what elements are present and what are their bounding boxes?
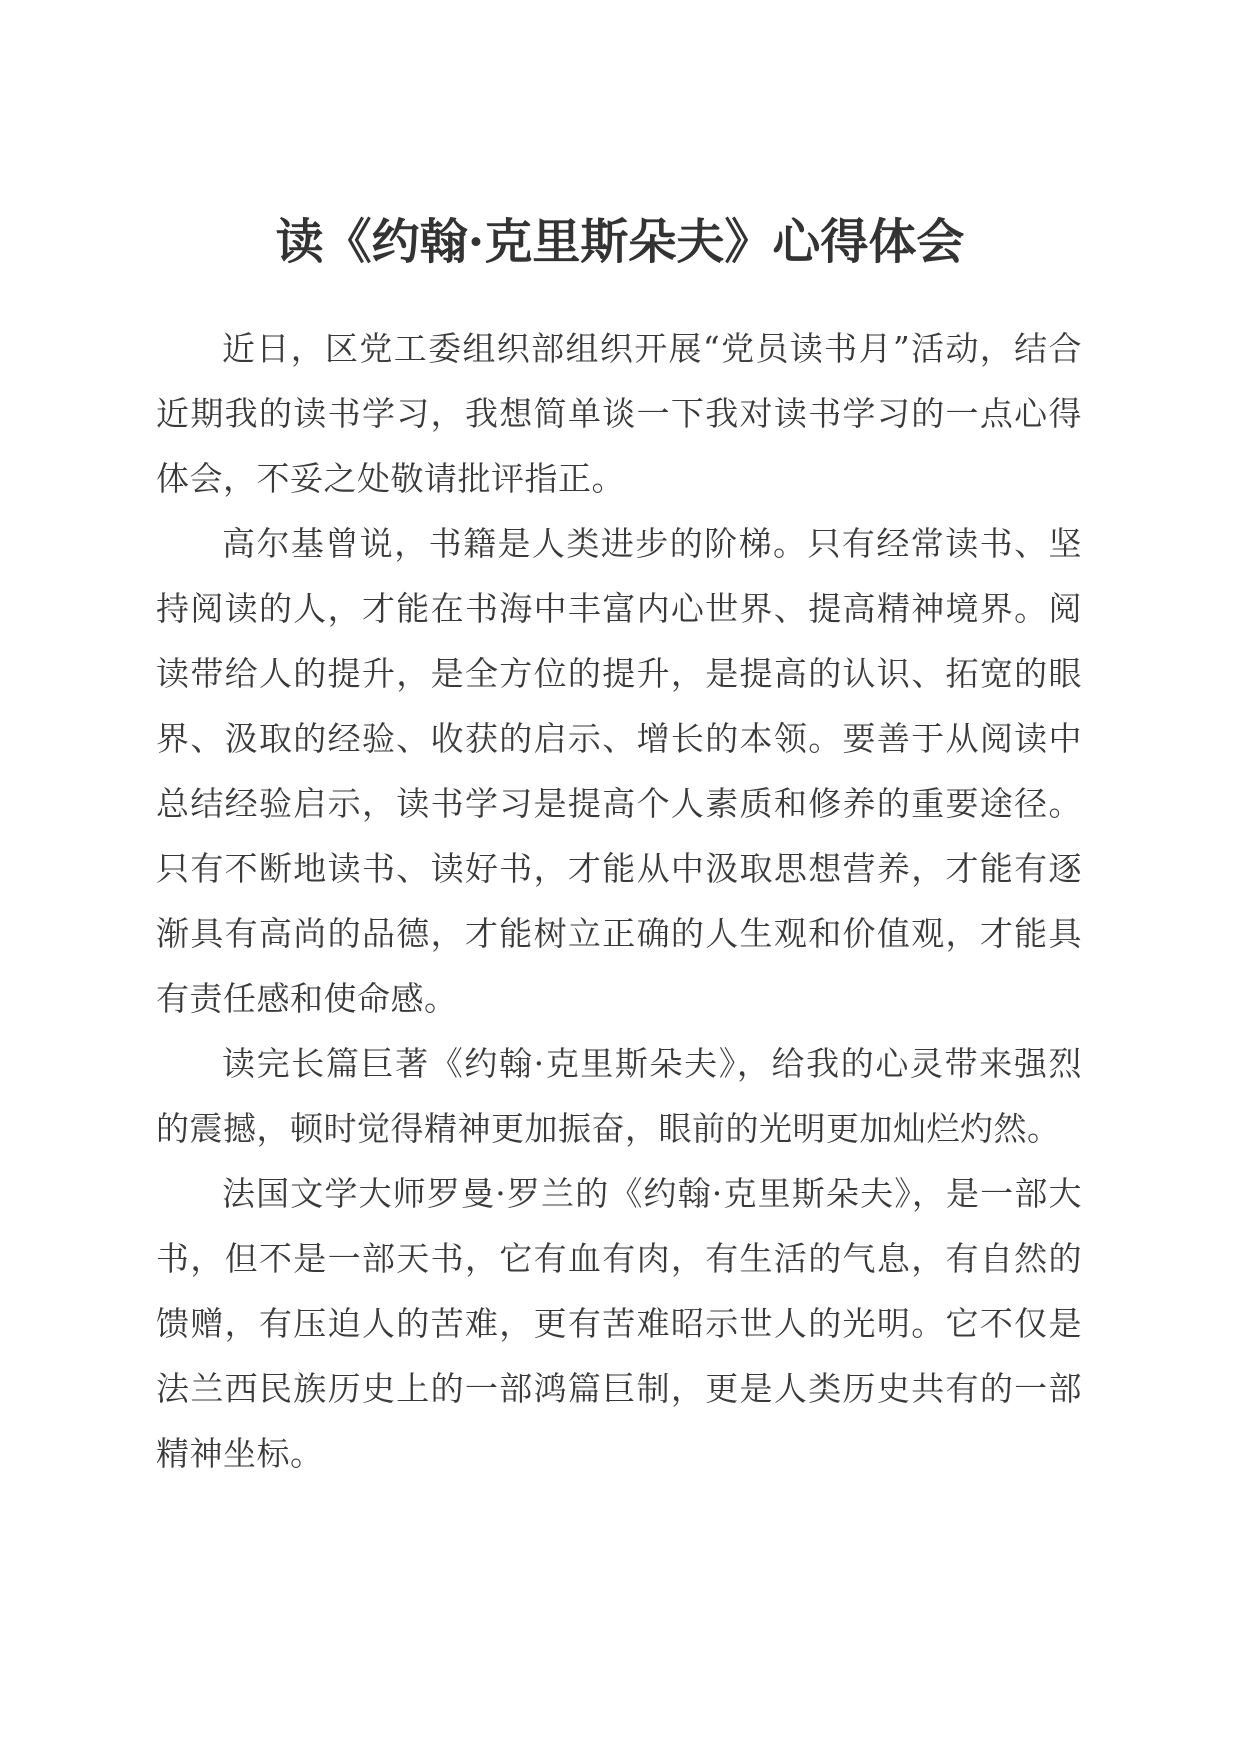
- paragraph-3: 读完长篇巨著《约翰·克里斯朵夫》，给我的心灵带来强烈的震撼，顿时觉得精神更加振奋，眼前的光明更加灿烂灼然。: [156, 1044, 1082, 1148]
- paragraph-4: 法国文学大师罗曼·罗兰的《约翰·克里斯朵夫》，是一部大书，但不是一部天书，它有血有肉，有生活的气息，有自然的馈赠，有压迫人的苦难，更有苦难昭示世人的光明。它不仅是法兰西民族历史上的一部鸿篇巨制，更是人类历史共有的一部精神坐标。: [156, 1174, 1082, 1473]
- paragraph-1: 近日，区党工委组织部组织开展“党员读书月”活动，结合近期我的读书学习，我想简单谈一下我对读书学习的一点心得体会，不妥之处敬请批评指正。: [156, 329, 1082, 498]
- document-body: [156, 316, 1082, 1486]
- document-title: 读《约翰·克里斯朵夫》心得体会: [275, 214, 965, 270]
- paragraph-2: 高尔基曾说，书籍是人类进步的阶梯。只有经常读书、坚持阅读的人，才能在书海中丰富内心世界、提高精神境界。阅读带给人的提升，是全方位的提升，是提高的认识、拓宽的眼界、汲取的经验、收获的启示、增长的本领。要善于从阅读中总结经验启示，读书学习是提高个人素质和修养的重要途径。只有不断地读书、读好书，才能从中汲取思想营养，才能有逐渐具有高尚的品德，才能树立正确的人生观和价值观，才能具有责任感和使命感。: [156, 524, 1082, 1018]
